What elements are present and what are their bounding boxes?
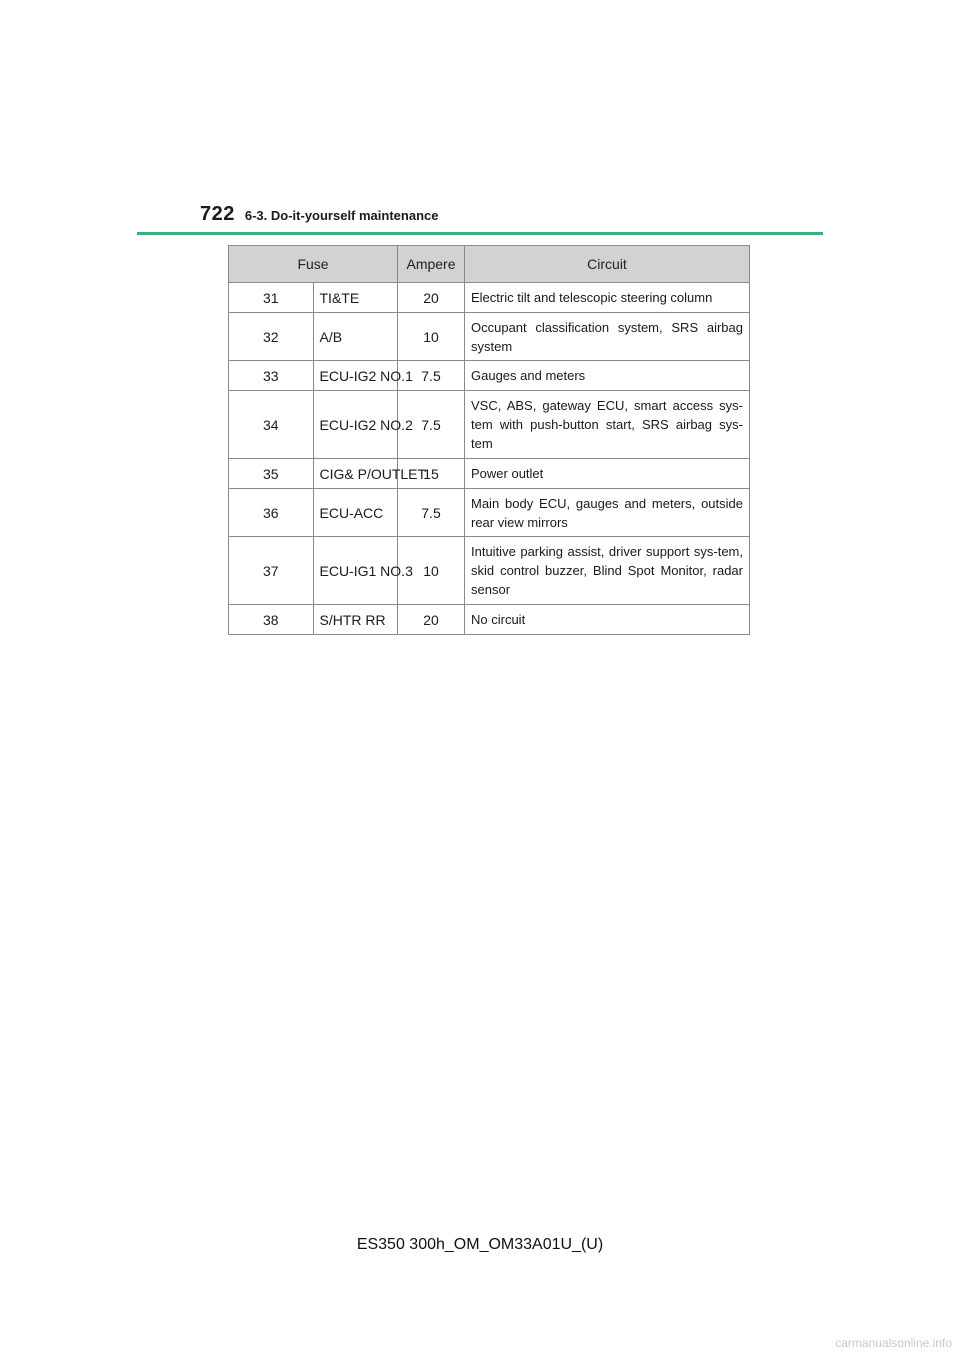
fuse-name: CIG& P/OUTLET (313, 459, 398, 489)
section-title: 6-3. Do-it-yourself maintenance (244, 208, 439, 223)
fuse-number: 36 (229, 489, 314, 537)
column-header-circuit: Circuit (465, 246, 750, 283)
fuse-circuit: VSC, ABS, gateway ECU, smart access sys-tem with push-button start, SRS airbag sys-tem (465, 391, 750, 459)
fuse-number: 32 (229, 313, 314, 361)
table-row (229, 537, 750, 605)
table-row (229, 283, 750, 313)
header-divider (137, 232, 823, 235)
fuse-ampere: 15 (398, 459, 465, 489)
fuse-ampere: 20 (398, 605, 465, 635)
footer-model-code: ES350 300h_OM_OM33A01U_(U) (356, 1236, 604, 1253)
fuse-number: 34 (229, 391, 314, 459)
fuse-circuit: Power outlet (465, 459, 750, 489)
fuse-name: A/B (313, 313, 398, 361)
fuse-ampere: 10 (398, 313, 465, 361)
fuse-ampere: 20 (398, 283, 465, 313)
fuse-circuit: Main body ECU, gauges and meters, outside rear view mirrors (465, 489, 750, 537)
fuse-number: 37 (229, 537, 314, 605)
fuse-table (228, 245, 750, 635)
fuse-circuit: Occupant classification system, SRS airbag system (465, 313, 750, 361)
fuse-name: TI&TE (313, 283, 398, 313)
fuse-number: 38 (229, 605, 314, 635)
fuse-name: ECU-IG1 NO.3 (313, 537, 398, 605)
table-row (229, 391, 750, 459)
fuse-circuit: Intuitive parking assist, driver support sys-tem, skid control buzzer, Blind Spot Monitor, radar sensor (465, 537, 750, 605)
fuse-circuit: Gauges and meters (465, 361, 750, 391)
fuse-number: 35 (229, 459, 314, 489)
fuse-circuit: Electric tilt and telescopic steering column (465, 283, 750, 313)
page-number: 722 (200, 203, 235, 225)
fuse-number: 33 (229, 361, 314, 391)
fuse-ampere: 7.5 (398, 361, 465, 391)
fuse-circuit: No circuit (465, 605, 750, 635)
table-row (229, 313, 750, 361)
fuse-name: ECU-ACC (313, 489, 398, 537)
fuse-ampere: 7.5 (398, 489, 465, 537)
table-row (229, 361, 750, 391)
table-row (229, 489, 750, 537)
table-header-row (229, 246, 750, 283)
watermark: carmanualsonline.info (835, 1336, 952, 1350)
fuse-ampere: 10 (398, 537, 465, 605)
column-header-fuse: Fuse (229, 246, 398, 283)
fuse-name: S/HTR RR (313, 605, 398, 635)
column-header-ampere: Ampere (398, 246, 465, 283)
table-row (229, 605, 750, 635)
fuse-number: 31 (229, 283, 314, 313)
fuse-ampere: 7.5 (398, 391, 465, 459)
fuse-name: ECU-IG2 NO.1 (313, 361, 398, 391)
fuse-name: ECU-IG2 NO.2 (313, 391, 398, 459)
page-header (200, 203, 438, 233)
table-row (229, 459, 750, 489)
